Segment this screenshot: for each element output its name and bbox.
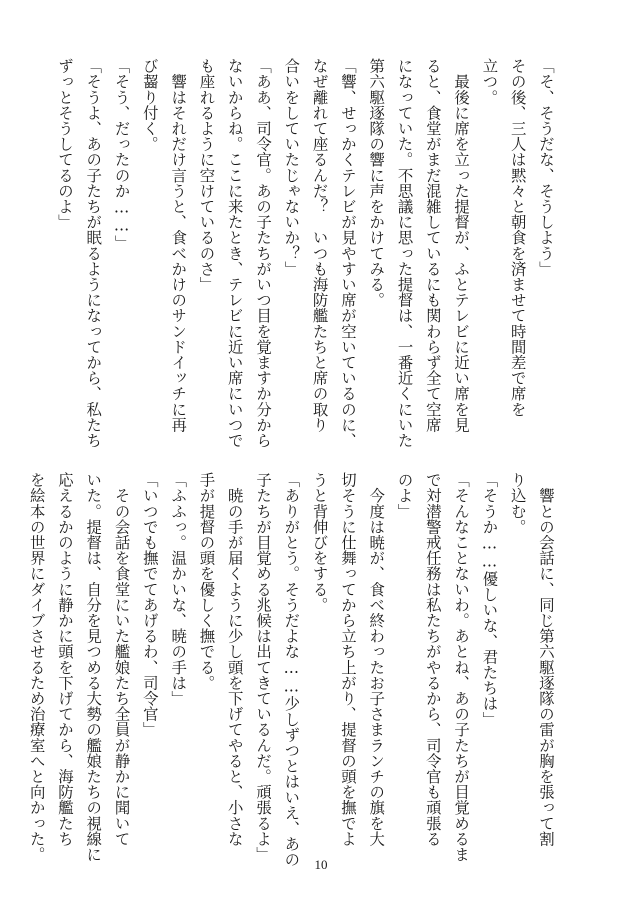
text-line: 今度は暁が、食べ終わったお子さまランチの旗を大 bbox=[367, 472, 386, 847]
text-line: ないからね。ここに来たとき、テレビに近い席にいつで bbox=[225, 58, 244, 448]
text-line: も座れるように空けているのさ」 bbox=[197, 58, 216, 292]
text-line: び齧り付く。 bbox=[140, 58, 159, 152]
text-line: 切そうに仕舞ってから立ち上がり、提督の頭を撫でよ bbox=[338, 472, 357, 847]
text-line: 合いをしていたじゃないか？」 bbox=[282, 58, 301, 277]
text-line: 立つ。 bbox=[480, 58, 499, 105]
text-line: 「そんなことないわ。あとね、あの子たちが目覚めるま bbox=[452, 472, 471, 862]
text-line: 第六駆逐隊の響に声をかけてみる。 bbox=[367, 58, 386, 308]
text-line: 「そう、だったのか……」 bbox=[112, 58, 131, 251]
lower-text-block bbox=[27, 472, 560, 870]
text-line: 「そうか……優しいな、君たちは」 bbox=[480, 472, 499, 727]
text-line: なぜ離れて座るんだ？ いつも海防艦たちと席の取り bbox=[310, 58, 329, 433]
text-line: 暁の手が届くように少し頭を下げてやると、小さな bbox=[225, 472, 244, 847]
text-line: り込む。 bbox=[508, 472, 527, 535]
text-line: その会話を食堂にいた艦娘たち全員が静かに聞いて bbox=[112, 472, 131, 847]
text-line: 「ありがとう。そうだよな……少しずつとはいえ、あの bbox=[282, 472, 301, 868]
text-line: 響との会話に、同じ第六駆逐隊の雷が胸を張って割 bbox=[537, 472, 555, 847]
text-line: 「そうよ、あの子たちが眠るようになってから、私たち bbox=[84, 58, 103, 448]
text-line: いた。提督は、自分を見つめる大勢の艦娘たちの視線に bbox=[84, 472, 103, 862]
text-line: ると、食堂がまだ混雑しているにも関わらず全て空席 bbox=[423, 58, 442, 433]
text-line: うと背伸びをする。 bbox=[310, 472, 329, 613]
text-line: 「響、せっかくテレビが見やすい席が空いているのに、 bbox=[338, 58, 357, 448]
text-line: を絵本の世界にダイブさせるため治療室へと向かった。 bbox=[27, 472, 46, 862]
text-line: その後、三人は黙々と朝食を済ませて時間差で席を bbox=[508, 58, 527, 417]
text-line: 応えるかのように静かに頭を下げてから、海防艦たち bbox=[55, 472, 74, 847]
text-line: 「ふふっ。温かいな、暁の手は」 bbox=[169, 472, 188, 706]
text-line: 「そ、そうだな、そうしよう」 bbox=[537, 58, 555, 277]
text-line: 最後に席を立った提督が、ふとテレビに近い席を見 bbox=[452, 58, 471, 433]
text-line: 子たちが目覚める兆候は出てきているんだ。頑張るよ」 bbox=[254, 472, 273, 862]
text-line: のよ」 bbox=[395, 472, 414, 519]
text-line: 「いつでも撫でてあげるわ、司令官」 bbox=[140, 472, 159, 738]
text-line: になっていた。不思議に思った提督は、一番近くにいた bbox=[395, 58, 414, 448]
text-line: 「ああ、司令官。あの子たちがいつ目を覚ますか分から bbox=[254, 58, 273, 448]
text-line: で対潜警戒任務は私たちがやるから、司令官も頑張る bbox=[423, 472, 442, 847]
text-line: 手が提督の頭を優しく撫でる。 bbox=[197, 472, 216, 691]
text-line: ずっとそうしてるのよ」 bbox=[55, 58, 74, 230]
text-line: 響はそれだけ言うと、食べかけのサンドイッチに再 bbox=[169, 58, 188, 433]
upper-text-block bbox=[55, 58, 560, 456]
page-number: 10 bbox=[314, 857, 328, 872]
